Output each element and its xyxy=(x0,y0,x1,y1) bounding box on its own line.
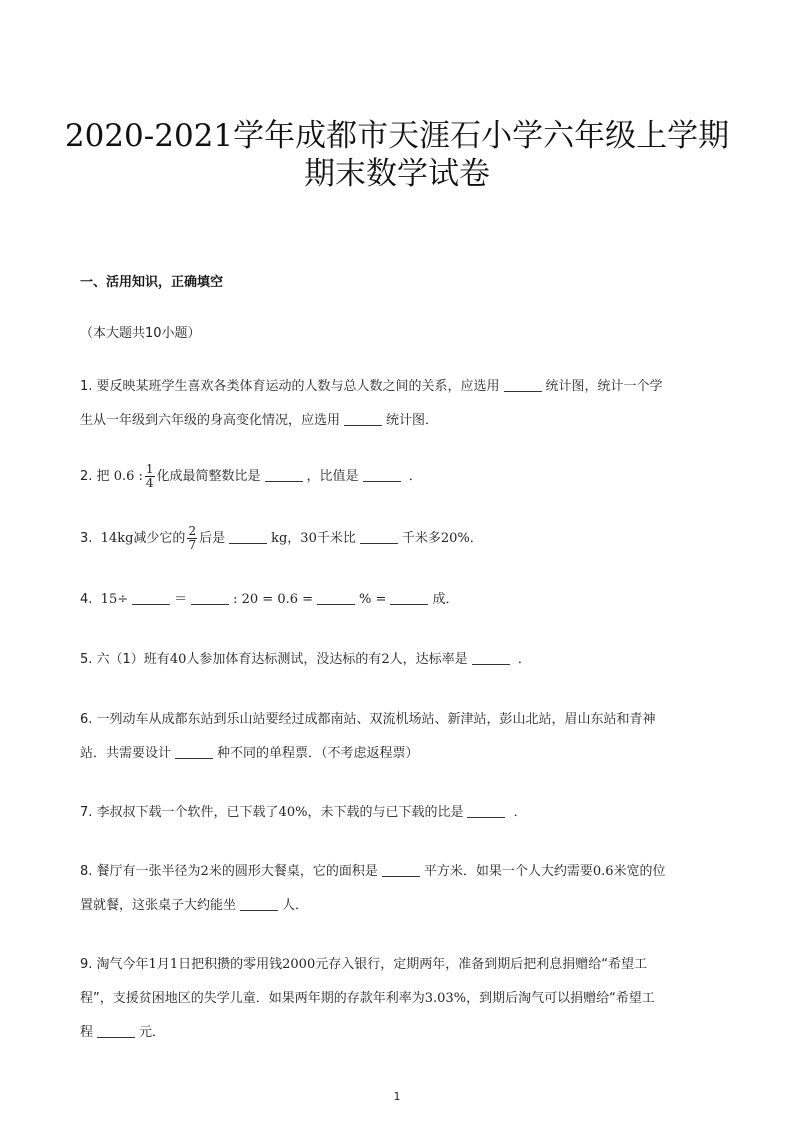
answer-blank[interactable] xyxy=(175,744,213,759)
answer-blank[interactable] xyxy=(467,803,505,818)
answer-blank[interactable] xyxy=(191,590,229,605)
question-3: 3. 14kg减少它的 $\frac{2}{7}$ 后是 kg，30千米比 千米多20%． xyxy=(80,524,483,552)
question-9: 9. 淘气今年1月1日把积攒的零用钱2000元存入银行，定期两年，准备到期后把利息捐赠给“希望工 程”，支援贫困地区的失学儿童．如果两年期的存款年利率为3.03%，到期后淘气可以捐赠给“希望工 程 元． xyxy=(80,957,655,1040)
exam-title-line2: 期末数学试卷 xyxy=(304,156,490,192)
answer-blank[interactable] xyxy=(229,529,267,544)
answer-blank[interactable] xyxy=(317,590,355,605)
question-2: 2. 把 0.6 : $\frac{1}{4}$ 化成最简整数比是 ，比值是 ． xyxy=(80,462,422,490)
answer-blank[interactable] xyxy=(504,377,542,392)
answer-blank[interactable] xyxy=(344,411,382,426)
fraction-two-sevenths: $\frac{2}{7}$ xyxy=(188,524,197,552)
fraction-one-quarter: $\frac{1}{4}$ xyxy=(145,462,154,490)
answer-blank[interactable] xyxy=(360,529,398,544)
answer-blank[interactable] xyxy=(132,590,170,605)
exam-title-line1: 2020-2021学年成都市天涯石小学六年级上学期 xyxy=(64,118,730,154)
question-7: 7. 李叔叔下载一个软件，已下载了40%，未下载的与已下载的比是 ． xyxy=(80,805,527,820)
section-heading: 一、活用知识，正确填空 xyxy=(80,275,224,290)
answer-blank[interactable] xyxy=(472,650,510,665)
section-note: （本大题共10小题） xyxy=(80,326,201,341)
question-8: 8. 餐厅有一张半径为2米的圆形大餐桌，它的面积是 平方米．如果一个人大约需要0.6米宽的位 置就餐，这张桌子大约能坐 人． xyxy=(80,864,666,913)
question-5: 5. 六（1）班有40人参加体育达标测试，没达标的有2人，达标率是 ． xyxy=(80,652,531,667)
answer-blank[interactable] xyxy=(390,590,428,605)
answer-blank[interactable] xyxy=(363,467,401,482)
page-number: 1 xyxy=(393,1090,401,1103)
question-6: 6. 一列动车从成都东站到乐山站要经过成都南站、双流机场站、新津站，彭山北站，眉山东站和青神 站．共需要设计 种不同的单程票．（不考虑返程票） xyxy=(80,712,656,761)
question-4: 4. 15÷ ＝ : 20 = 0.6 = % = 成． xyxy=(80,592,459,607)
answer-blank[interactable] xyxy=(265,467,303,482)
answer-blank[interactable] xyxy=(240,896,278,911)
answer-blank[interactable] xyxy=(382,862,420,877)
question-1: 1. 要反映某班学生喜欢各类体育运动的人数与总人数之间的关系，应选用 统计图，统计一个学 生从一年级到六年级的身高变化情况，应选用 统计图． xyxy=(80,379,663,428)
answer-blank[interactable] xyxy=(97,1023,135,1038)
